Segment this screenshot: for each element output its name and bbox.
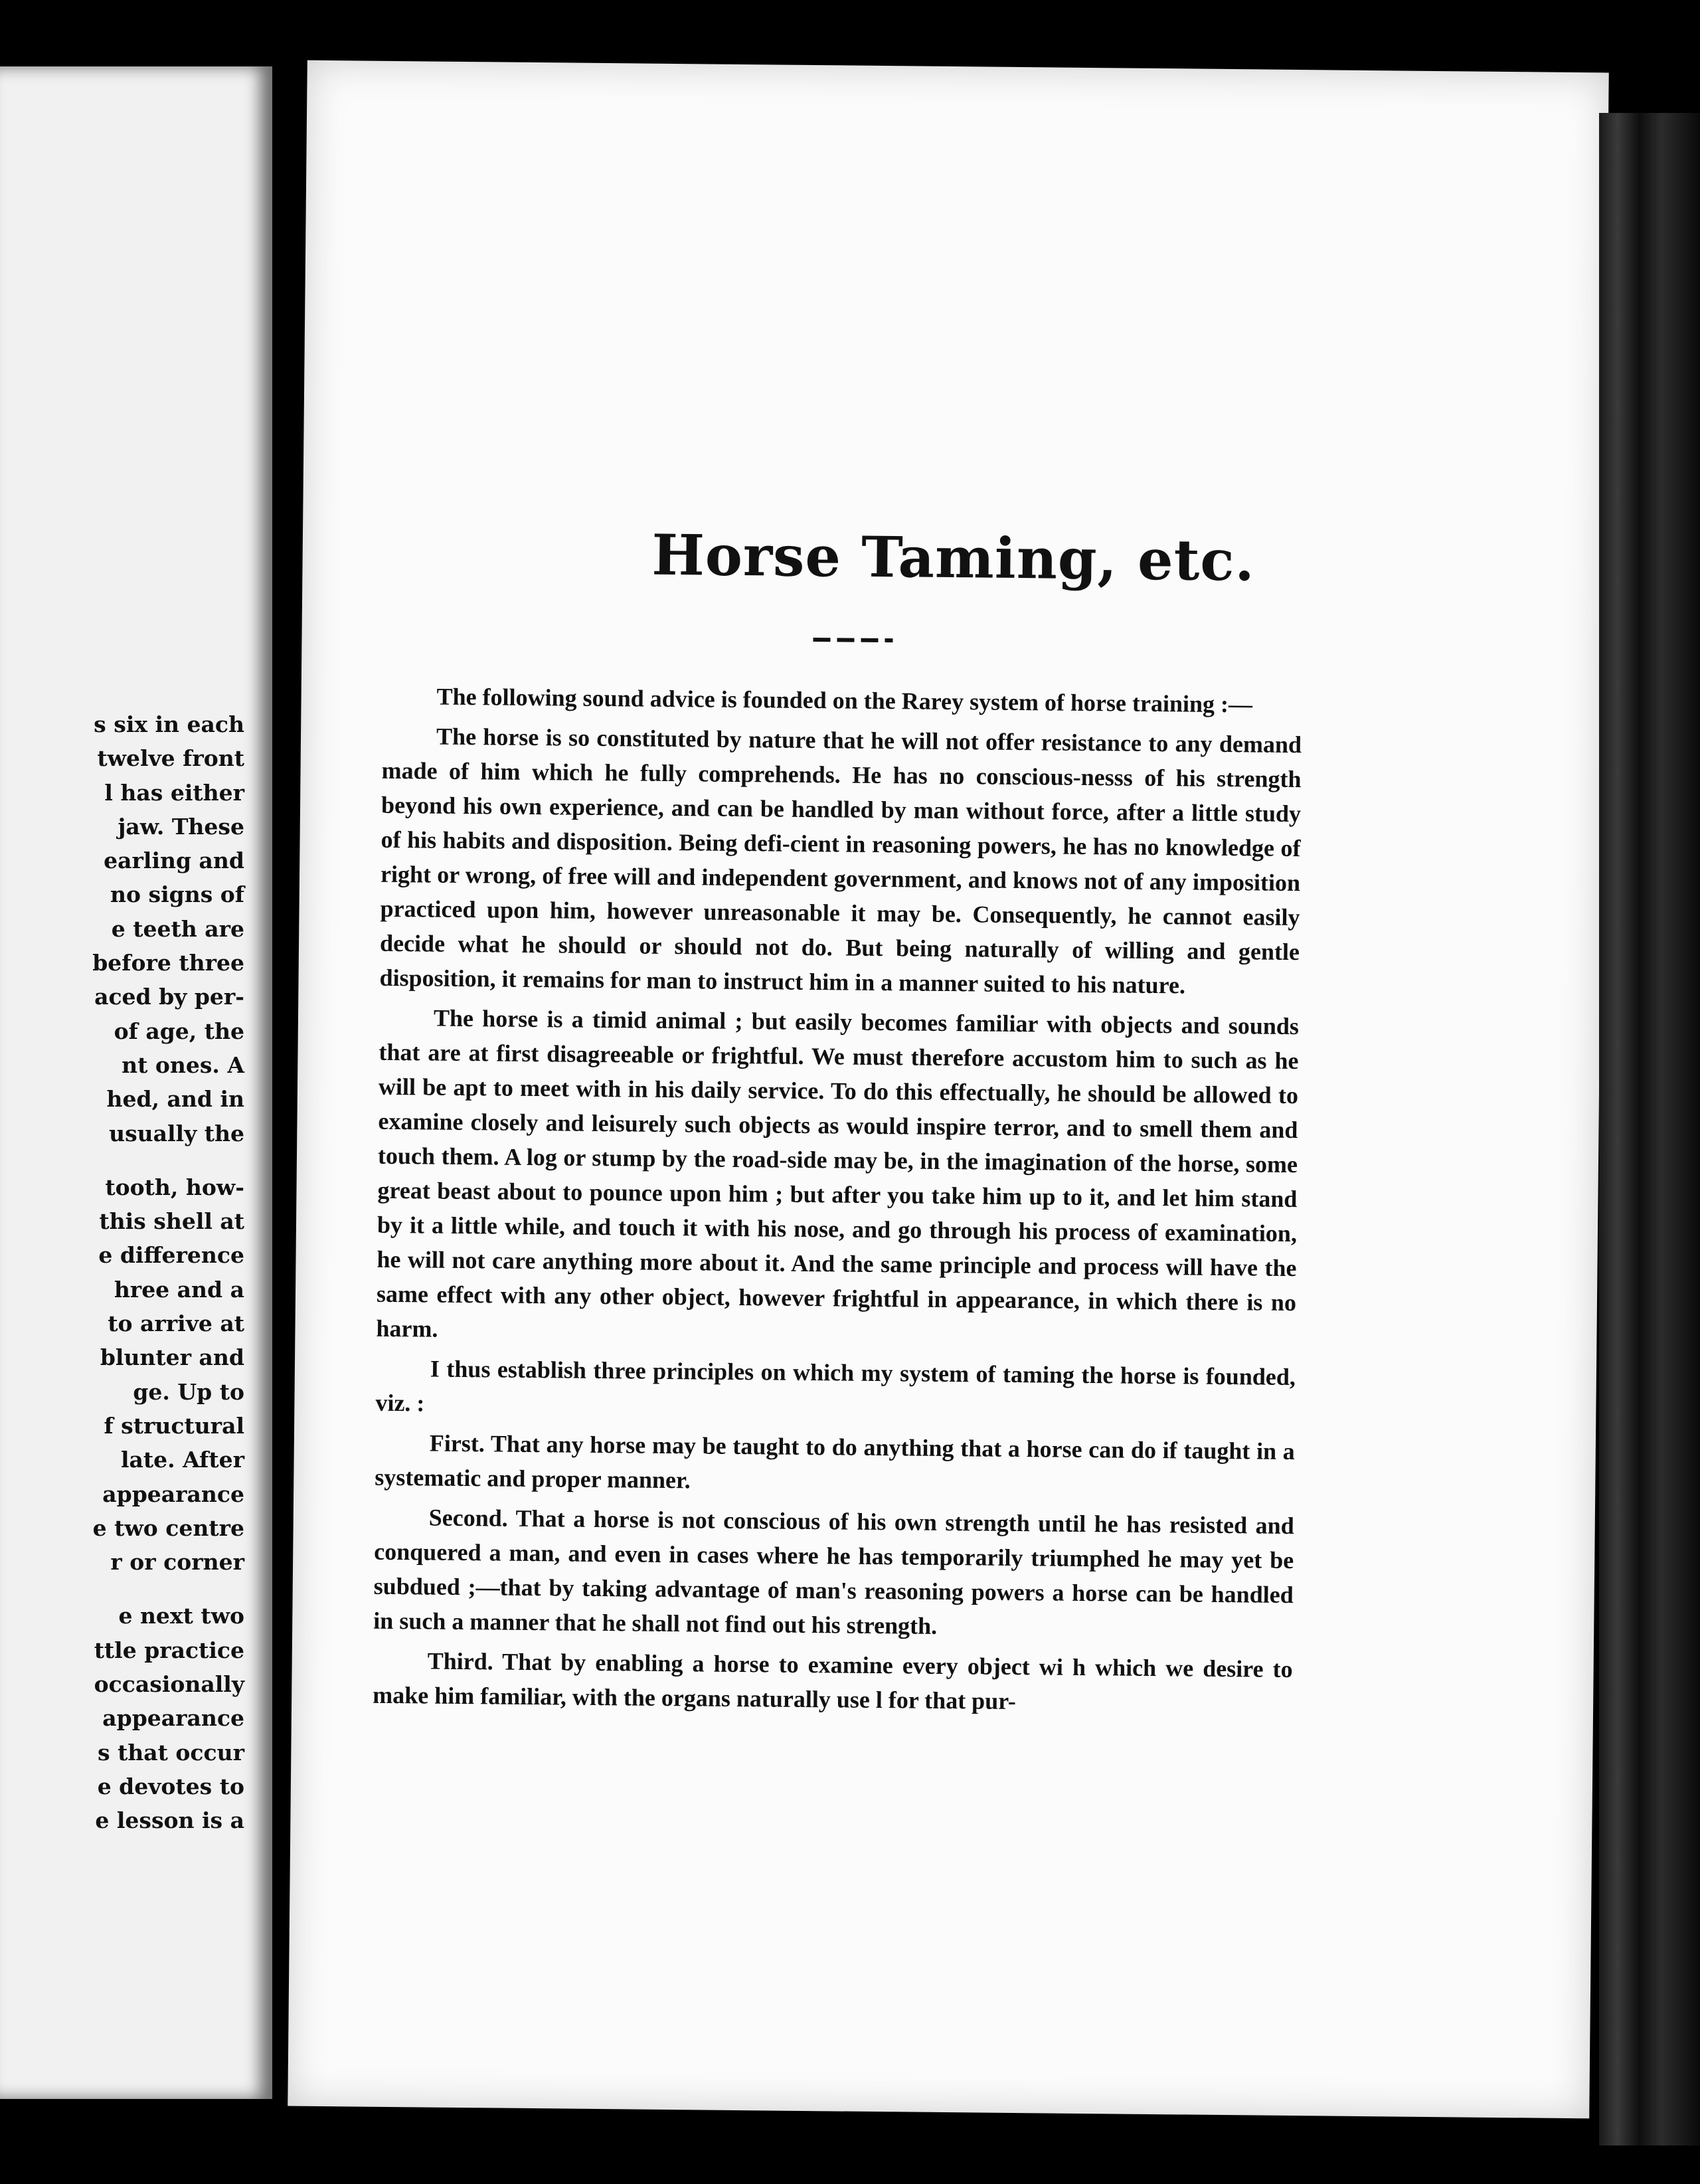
page-edges: [1599, 113, 1700, 2145]
left-text-block-a: [0, 707, 244, 1150]
left-line: of age, the: [114, 1018, 244, 1044]
paragraph-timid-animal: The horse is a timid animal ; but easily becomes familiar with objects and sounds that are at first disagreeable or frightful. We must therefore accustom him to such as he will be apt to meet with in his daily service. To do this effectually, he should be allowed to examine closely and leisurely such objects as would inspire terror, and to smell them and touch them. A log or stump by the road-side may be, in the imagination of the horse, some great beast about to pounce upon him ; but after you take him up to it, and let him stand by it a little while, and touch it with his nose, and go through his process of examination, he will not care anything more about it. And the same principle and process will have the same effect with any other object, however frightful in appearance, in which there is no harm.: [376, 1004, 1300, 1342]
left-line: hed, and in: [106, 1086, 244, 1113]
page-body: [373, 679, 1302, 1726]
paragraph-intro: The following sound advice is founded on the Rarey system of horse training :—: [436, 683, 1253, 718]
left-line: tooth, how-: [105, 1174, 244, 1200]
left-text-block-c: [0, 1599, 244, 1837]
left-line: ge. Up to: [133, 1378, 244, 1405]
left-line: usually the: [109, 1120, 244, 1146]
left-line: hree and a: [114, 1276, 244, 1303]
left-line: appearance: [102, 1705, 244, 1732]
paragraph-gap: [0, 1150, 244, 1170]
left-line: aced by per-: [94, 984, 244, 1010]
left-line: to arrive at: [108, 1311, 244, 1337]
left-line: blunter and: [100, 1344, 244, 1371]
left-line: e teeth are: [111, 915, 244, 942]
left-line: e lesson is a: [95, 1807, 244, 1834]
left-line: s six in each: [94, 711, 244, 737]
left-line: jaw. These: [118, 813, 244, 840]
left-line: f structural: [104, 1412, 244, 1439]
left-line: ttle practice: [94, 1637, 244, 1663]
left-line: s that occur: [98, 1739, 244, 1766]
left-text-block-b: [0, 1170, 244, 1580]
left-line: e next two: [118, 1603, 244, 1629]
principle-third: Third. That by enabling a horse to examine every object wi h which we desire to make him familiar, with the organs naturally use l for that pur-: [373, 1647, 1293, 1715]
left-line: e devotes to: [97, 1773, 244, 1799]
paragraph-constitution: The horse is so constituted by nature that he will not offer resistance to any demand made of him which he fully comprehends. He has no conscious-nesss of his strength beyond his own experience, and can be handled by man without force, after a little study of his habits and disposition. Being defi-cient in reasoning powers, he has no knowledge of right or wrong, of free will and independent government, and knows not of any imposition practiced upon him, however unreasonable it may be. Consequently, he cannot easily decide what he should or should not do. But being naturally of willing and gentle disposition, it remains for man to instruct him in a manner suited to his nature.: [379, 723, 1302, 999]
left-line: e two centre: [92, 1514, 244, 1541]
left-line: twelve front: [97, 745, 244, 772]
left-line: r or corner: [110, 1549, 244, 1576]
left-line: earling and: [104, 848, 244, 874]
left-line: l has either: [104, 779, 244, 806]
paragraph-principles-intro: I thus establish three principles on which my system of taming the horse is founded, viz. :: [375, 1355, 1296, 1417]
left-line: e difference: [98, 1242, 244, 1269]
previous-page-text: [0, 707, 244, 1838]
title-divider: [813, 638, 892, 642]
page-title: Horse Taming, etc.: [651, 521, 1256, 594]
left-line: this shell at: [99, 1208, 244, 1235]
previous-page-fragment: [0, 66, 272, 2099]
left-line: before three: [92, 950, 244, 976]
left-line: occasionally: [94, 1671, 244, 1698]
paragraph-gap: [0, 1579, 244, 1599]
left-line: late. After: [121, 1447, 244, 1473]
book-page: [288, 60, 1608, 2119]
left-line: appearance: [102, 1481, 244, 1507]
left-line: nt ones. A: [122, 1051, 244, 1078]
left-line: no signs of: [110, 881, 244, 908]
principle-first: First. That any horse may be taught to do anything that a horse can do if taught in a systematic and proper manner.: [375, 1429, 1295, 1494]
principle-second: Second. That a horse is not conscious of his own strength until he has resisted and conquered a man, and even in cases where he has temporarily triumphed he may yet be subdued ;—that by taking advantage of man's reasoning powers a horse can be handled in such a manner that he shall not find out his strength.: [373, 1504, 1294, 1639]
